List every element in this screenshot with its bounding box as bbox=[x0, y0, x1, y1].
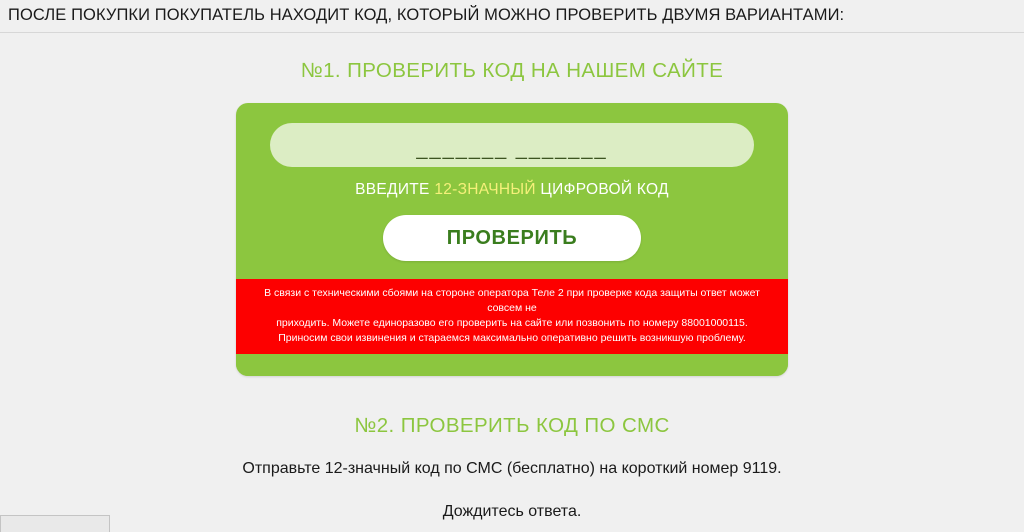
check-code-button[interactable]: ПРОВЕРИТЬ bbox=[383, 215, 641, 261]
section-2-title: №2. ПРОВЕРИТЬ КОД ПО СМС bbox=[354, 414, 670, 437]
card-footer bbox=[236, 354, 788, 376]
sms-instruction-line-1: Отправьте 12-значный код по СМС (бесплатно) на короткий номер 9119. bbox=[242, 460, 782, 477]
code-check-card-wrap bbox=[0, 103, 1024, 376]
banner-divider bbox=[0, 32, 1024, 33]
top-banner bbox=[0, 0, 1024, 25]
service-notice-line-1: В связи с техническими сбоями на стороне оператора Теле 2 при проверке кода защиты ответ может совсем не bbox=[264, 287, 760, 314]
top-banner-text: ПОСЛЕ ПОКУПКИ ПОКУПАТЕЛЬ НАХОДИТ КОД, КОТОРЫЙ МОЖНО ПРОВЕРИТЬ ДВУМЯ ВАРИАНТАМИ: bbox=[8, 6, 845, 24]
code-hint-digits: 12-ЗНАЧНЫЙ bbox=[434, 181, 536, 198]
service-notice-line-3: Приносим свои извинения и стараемся максимально оперативно решить возникшую проблему. bbox=[278, 332, 746, 344]
sms-instruction-line-2: Дождитесь ответа. bbox=[442, 503, 582, 520]
taskbar-item[interactable] bbox=[0, 515, 110, 532]
code-check-card bbox=[236, 103, 788, 376]
code-hint-suffix: ЦИФРОВОЙ КОД bbox=[535, 181, 669, 198]
code-input[interactable] bbox=[270, 123, 754, 167]
section-1-title: №1. ПРОВЕРИТЬ КОД НА НАШЕМ САЙТЕ bbox=[300, 59, 724, 82]
code-input-hint bbox=[236, 181, 788, 199]
code-hint-prefix: ВВЕДИТЕ bbox=[355, 181, 435, 198]
service-notice-line-2: приходить. Можете единоразово его проверить на сайте или позвонить по номеру 88001000115. bbox=[276, 317, 748, 329]
service-notice bbox=[236, 279, 788, 354]
